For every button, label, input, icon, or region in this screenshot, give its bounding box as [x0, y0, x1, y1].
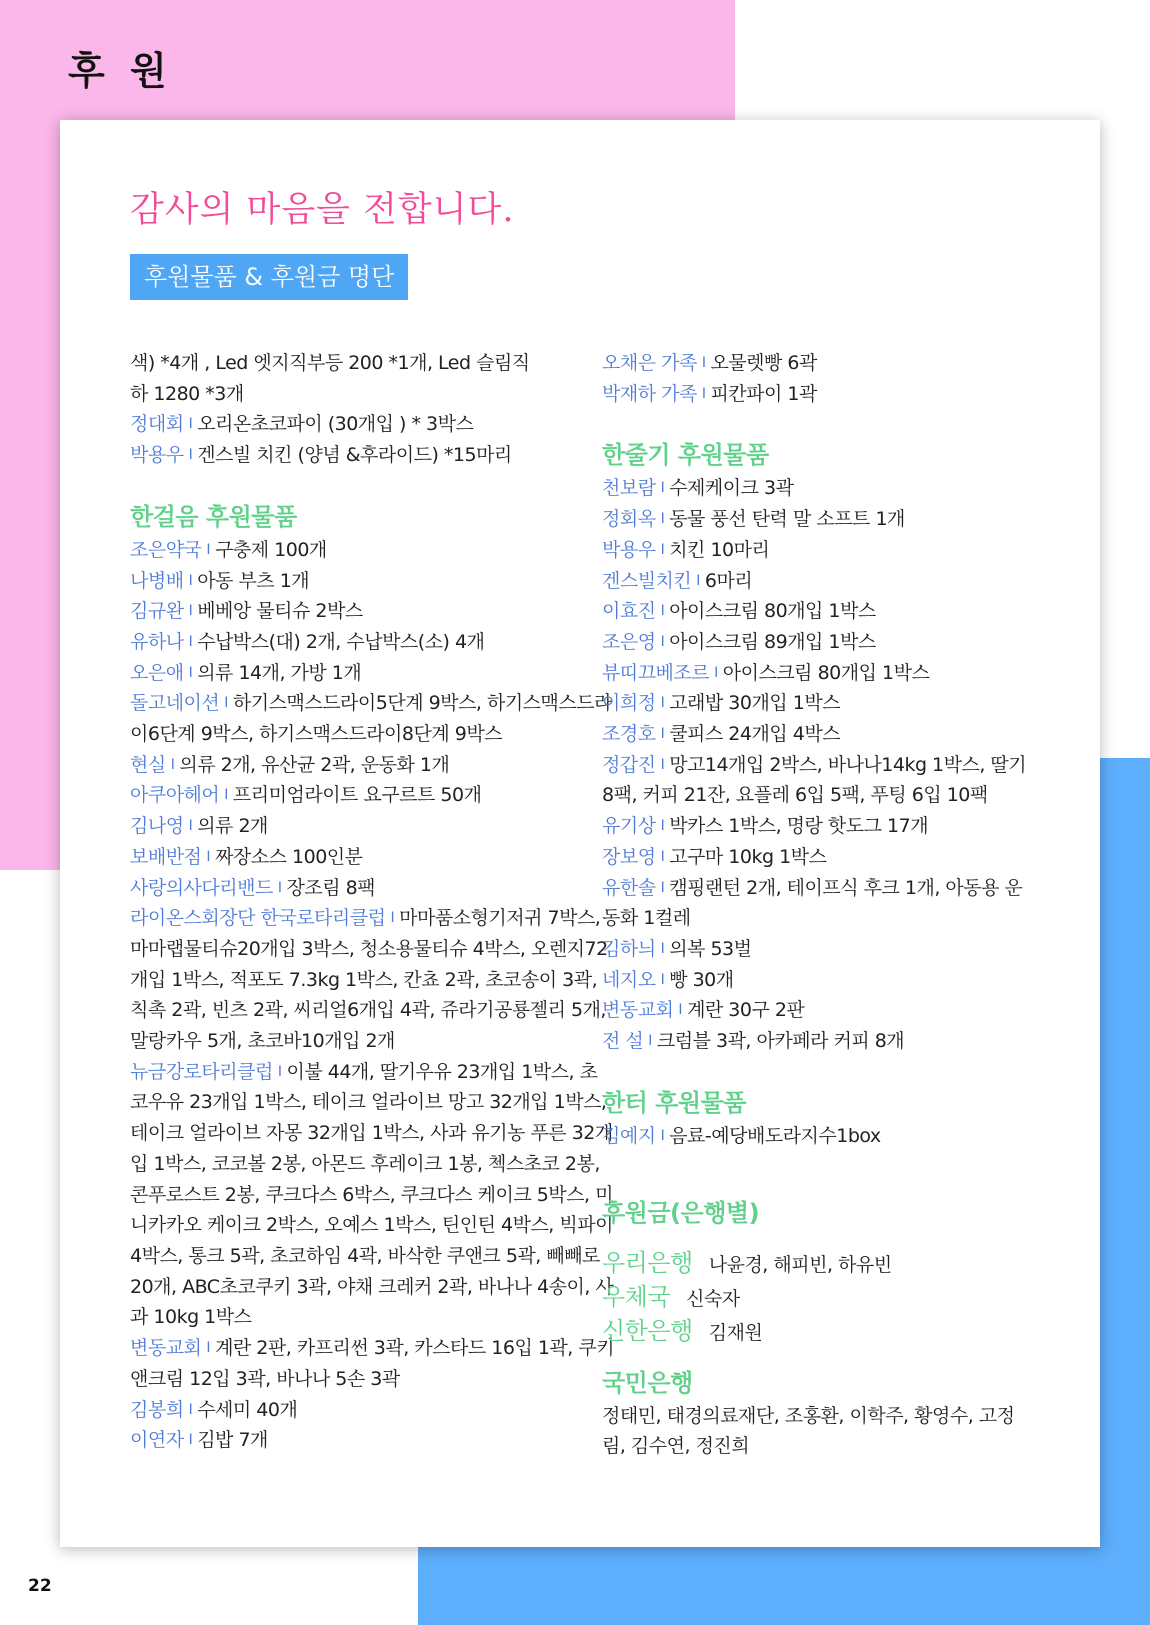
donated-items: 베베앙 물티슈 2박스	[197, 600, 363, 623]
donor-name: 김규완	[130, 600, 184, 623]
donor-name: 김봉희	[130, 1398, 184, 1421]
separator-bar: I	[224, 787, 228, 804]
donated-items: 구충제 100개	[215, 538, 327, 561]
donated-items: 쿨피스 24개입 4박스	[669, 723, 841, 746]
separator-bar: I	[277, 879, 282, 896]
bank-row	[602, 1315, 1032, 1349]
donor-name: 조은영	[602, 630, 656, 653]
donor-name: 김하늬	[602, 937, 656, 960]
donor-name: 정갑진	[602, 753, 656, 776]
bank-donor-names: 김재원	[708, 1322, 763, 1345]
donated-items: 고래밥 30개입 1박스	[669, 692, 841, 715]
donated-items: 이불 44개, 딸기우유 23개입 1박스, 초코우유 23개입 1박스, 테이크 얼라이브 망고 32개입 1박스, 테이크 얼라이브 자몽 32개입 1박스, 사과 유기농 푸른 32개입 1박스, 코코볼 2봉, 아몬드 후레이크 1봉, 첵스초코 2봉, 콘푸로스트 2봉, 쿠크다스 6박스, 쿠크다스 케이크 5박스, 미니카카오 케이크 2박스, 오예스 1박스, 틴인틴 4박스, 빅파이 4박스, 통크 5곽, 초코하임 4곽, 바삭한 쿠앤크 5곽, 빼빼로 20개, ABC초코쿠키 3곽, 야채 크레커 2곽, 바나나 4송이, 사과 10kg 1박스	[130, 1060, 614, 1329]
separator-bar: I	[188, 818, 193, 835]
donor-name: 이연자	[130, 1429, 184, 1452]
separator-bar: I	[648, 1033, 652, 1050]
donor-entry	[602, 535, 1032, 566]
donated-items: 음료-예당배도라지수1box	[669, 1124, 881, 1147]
donor-name: 변동교회	[130, 1337, 202, 1360]
donor-entry	[130, 750, 615, 781]
donor-entry	[130, 409, 615, 440]
separator-bar: I	[660, 756, 665, 773]
donor-name: 오은애	[130, 661, 184, 684]
page-number: 22	[28, 1576, 52, 1596]
donated-items: 치킨 10마리	[669, 538, 770, 561]
donated-items: 의류 2개	[197, 815, 268, 838]
donated-items: 하기스맥스드라이5단계 9박스, 하기스맥스드라이6단계 9박스, 하기스맥스드라이8단계 9박스	[130, 692, 612, 746]
separator-bar: I	[206, 1340, 211, 1357]
separator-bar: I	[277, 1063, 282, 1080]
donor-name: 아쿠아헤어	[130, 784, 220, 807]
donated-items: 의복 53벌	[669, 937, 752, 960]
separator-bar: I	[206, 848, 211, 865]
separator-bar: I	[701, 385, 706, 402]
donated-items: 아동 부츠 1개	[197, 569, 310, 592]
separator-bar: I	[660, 541, 665, 558]
donor-name: 사랑의사다리밴드	[130, 876, 273, 899]
donated-items: 박카스 1박스, 명랑 핫도그 17개	[669, 815, 929, 838]
separator-bar: I	[188, 1432, 193, 1449]
separator-bar: I	[188, 603, 193, 620]
separator-bar: I	[188, 633, 193, 650]
donated-items: 아이스크림 89개입 1박스	[669, 630, 876, 653]
left-lead-list	[130, 409, 615, 470]
donated-items: 의류 14개, 가방 1개	[197, 661, 362, 684]
donor-entry	[130, 566, 615, 597]
donor-entry	[602, 995, 1032, 1026]
donor-name: 현실	[130, 753, 166, 776]
donated-items: 계란 2판, 카프리썬 3곽, 카스타드 16입 1곽, 쿠키앤크림 12입 3곽, 바나나 5손 3곽	[130, 1337, 615, 1390]
separator-bar: I	[206, 541, 211, 558]
donor-entry	[602, 750, 1032, 811]
donor-name: 정대회	[130, 413, 184, 436]
donor-name: 오채은 가족	[602, 352, 697, 374]
donor-entry	[602, 965, 1032, 996]
donated-items: 아이스크림 80개입 1박스	[722, 661, 930, 684]
separator-bar: I	[660, 633, 665, 650]
continued-line: 색) *4개 , Led 엣지직부등 200 *1개, Led 슬림직	[130, 352, 530, 374]
donor-entry	[130, 688, 615, 749]
group1-list	[130, 535, 615, 1456]
separator-bar: I	[660, 818, 665, 835]
donated-items: 의류 2개, 유산균 2곽, 운동화 1개	[179, 753, 450, 776]
donor-name: 박재하 가족	[602, 382, 697, 405]
donor-entry	[130, 535, 615, 566]
donated-items: 오물렛빵 6곽	[710, 352, 817, 374]
donor-name: 이희정	[602, 692, 656, 715]
separator-bar: I	[660, 603, 665, 620]
separator-bar: I	[678, 1002, 683, 1019]
donor-name: 뉴금강로타리클럽	[130, 1060, 273, 1083]
bank-donor-names-kb: 정태민, 태경의료재단, 조홍환, 이학주, 황영수, 고정림, 김수연, 정진희	[602, 1405, 1015, 1458]
separator-bar: I	[660, 1127, 665, 1144]
donor-name: 박용우	[602, 538, 656, 561]
donor-name: 네지오	[602, 968, 656, 991]
donor-name: 김나영	[130, 815, 184, 838]
right-column	[602, 348, 1032, 1461]
donated-items: 동물 풍선 탄력 말 소프트 1개	[669, 508, 905, 531]
donor-entry	[602, 379, 1032, 410]
donor-entry	[602, 688, 1032, 719]
separator-bar: I	[224, 695, 228, 712]
separator-bar: I	[696, 572, 700, 589]
donated-items: 수세미 40개	[197, 1398, 298, 1421]
donor-entry	[602, 842, 1032, 873]
right-lead-list	[602, 348, 1032, 409]
donor-entry	[130, 658, 615, 689]
donor-name: 이효진	[602, 600, 656, 623]
bank-name-kb: 국민은행	[602, 1369, 693, 1398]
bank-name: 신한은행	[602, 1317, 693, 1346]
donor-name: 김예지	[602, 1124, 656, 1147]
separator-bar: I	[660, 511, 665, 528]
separator-bar: I	[660, 879, 665, 896]
separator-bar: I	[660, 848, 665, 865]
donor-name: 겐스빌치킨	[602, 569, 692, 592]
donor-entry	[130, 627, 615, 658]
separator-bar: I	[660, 726, 665, 743]
donor-entry	[602, 504, 1032, 535]
donated-items: 장조림 8팩	[286, 876, 376, 899]
donor-entry	[602, 1026, 1032, 1057]
donor-entry	[602, 348, 1032, 379]
donor-name: 전 설	[602, 1030, 644, 1053]
donor-entry	[130, 596, 615, 627]
donor-entry	[602, 811, 1032, 842]
donated-items: 짜장소스 100인분	[215, 845, 363, 868]
donor-name: 정회옥	[602, 508, 656, 531]
bank-row	[602, 1281, 1032, 1315]
donor-entry	[130, 873, 615, 904]
group-title-hanjulgi: 한줄기 후원물품	[602, 441, 769, 470]
group-title-donation-money: 후원금(은행별)	[602, 1199, 760, 1228]
donor-name: 박용우	[130, 444, 184, 467]
donor-entry	[602, 627, 1032, 658]
donor-entry	[602, 1121, 1032, 1152]
separator-bar: I	[188, 664, 193, 681]
donor-name: 장보영	[602, 845, 656, 868]
donor-entry	[130, 1425, 615, 1456]
donor-name: 유하나	[130, 630, 184, 653]
separator-bar: I	[170, 756, 175, 773]
donor-entry	[130, 842, 615, 873]
donor-name: 라이온스회장단 한국로타리클럽	[130, 907, 386, 930]
continued-line: 하 1280 *3개	[130, 382, 244, 405]
donated-items: 피칸파이 1곽	[710, 382, 817, 405]
separator-bar: I	[390, 910, 395, 927]
donor-entry	[602, 658, 1032, 689]
donor-entry	[130, 780, 615, 811]
separator-bar: I	[188, 416, 193, 433]
bank-list	[602, 1247, 1032, 1349]
separator-bar: I	[188, 1401, 193, 1418]
section-title: 후 원	[68, 49, 173, 93]
donated-items: 프리미엄라이트 요구르트 50개	[232, 784, 482, 807]
donor-entry	[130, 811, 615, 842]
separator-bar: I	[660, 971, 665, 988]
separator-bar: I	[701, 355, 706, 371]
donated-items: 아이스크림 80개입 1박스	[669, 600, 876, 623]
bank-row	[602, 1247, 1032, 1281]
donor-name: 나병배	[130, 569, 184, 592]
donor-entry	[602, 473, 1032, 504]
group-title-hangeoreum: 한걸음 후원물품	[130, 502, 297, 531]
donor-list-banner: 후원물품 & 후원금 명단	[130, 254, 408, 300]
bank-name: 우리은행	[602, 1249, 693, 1278]
donor-entry	[130, 903, 615, 1057]
donated-items: 겐스빌 치킨 (양념 &후라이드) *15마리	[197, 444, 512, 467]
donor-entry	[602, 719, 1032, 750]
donated-items: 고구마 10kg 1박스	[669, 845, 827, 868]
donor-entry	[130, 440, 615, 471]
donated-items: 계란 30구 2판	[687, 999, 805, 1022]
donor-entry	[602, 934, 1032, 965]
donor-name: 유기상	[602, 815, 656, 838]
donor-name: 조은약국	[130, 538, 202, 561]
separator-bar: I	[660, 695, 665, 712]
separator-bar: I	[188, 572, 193, 589]
donated-items: 수납박스(대) 2개, 수납박스(소) 4개	[197, 630, 485, 653]
separator-bar: I	[714, 664, 718, 681]
donor-name: 변동교회	[602, 999, 674, 1022]
donor-name: 뷰띠끄베조르	[602, 661, 710, 684]
donor-entry	[130, 1333, 615, 1394]
separator-bar: I	[660, 940, 665, 957]
donor-name: 조경호	[602, 723, 656, 746]
bank-name: 우체국	[602, 1283, 671, 1312]
donor-entry	[602, 873, 1032, 934]
donated-items: 6마리	[704, 569, 753, 592]
group-title-hanteo: 한터 후원물품	[602, 1088, 746, 1117]
donated-items: 수제케이크 3곽	[669, 477, 794, 500]
donor-entry	[130, 1395, 615, 1426]
donated-items: 마마품소형기저귀 7박스, 마마랩물티슈20개입 3박스, 청소용물티슈 4박스, 오렌지72개입 1박스, 적포도 7.3kg 1박스, 칸쵸 2곽, 초코송이 3곽, 칙촉 2곽, 빈츠 2곽, 씨리얼6개입 4곽, 쥬라기공룡젤리 5개, 말랑카우 5개, 초코바10개입 2개	[130, 907, 608, 1053]
group3-list	[602, 1121, 1032, 1152]
donated-items: 김밥 7개	[197, 1429, 268, 1452]
donor-name: 유한솔	[602, 876, 656, 899]
donor-name: 보배반점	[130, 845, 202, 868]
donor-entry	[602, 596, 1032, 627]
thanks-headline: 감사의 마음을 전합니다.	[130, 190, 515, 230]
donated-items: 망고14개입 2박스, 바나나14kg 1박스, 딸기 8팩, 커피 21잔, 요플레 6입 5팩, 푸팅 6입 10팩	[602, 753, 1027, 807]
separator-bar: I	[660, 480, 665, 497]
donor-name: 천보람	[602, 477, 656, 500]
left-column	[130, 348, 615, 1456]
donated-items: 크럼블 3곽, 아카페라 커피 8개	[656, 1030, 905, 1053]
donated-items: 캠핑랜턴 2개, 테이프식 후크 1개, 아동용 운동화 1컬레	[602, 876, 1023, 930]
donated-items: 오리온초코파이 (30개입 ) * 3박스	[197, 413, 474, 436]
donated-items: 빵 30개	[669, 968, 734, 991]
group2-list	[602, 473, 1032, 1056]
bank-donor-names: 신숙자	[686, 1288, 740, 1311]
donor-list-card	[60, 120, 1100, 1547]
bank-donor-names: 나윤경, 해피빈, 하유빈	[708, 1254, 892, 1277]
separator-bar: I	[188, 447, 193, 464]
donor-name: 돌고네이션	[130, 692, 220, 715]
donor-entry	[602, 566, 1032, 597]
donor-entry	[130, 1057, 615, 1333]
